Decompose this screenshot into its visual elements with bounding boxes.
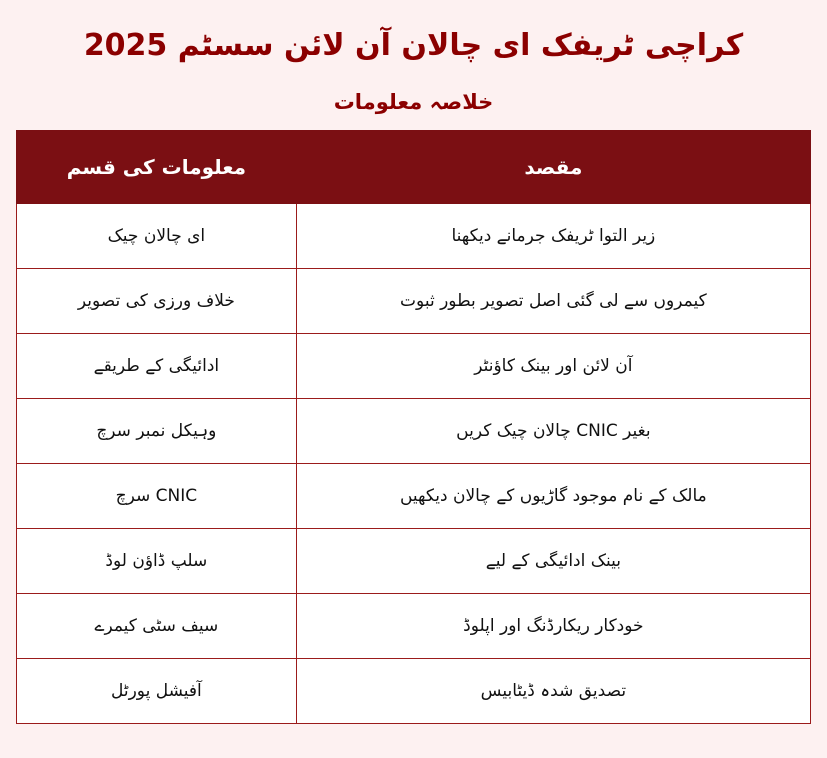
cell-purpose: خودکار ریکارڈنگ اور اپلوڈ <box>296 593 810 658</box>
column-header-purpose: مقصد <box>296 130 810 203</box>
cell-type: ادائیگی کے طریقے <box>17 333 297 398</box>
cell-type: سلپ ڈاؤن لوڈ <box>17 528 297 593</box>
table-row <box>17 333 811 398</box>
cell-purpose: آن لائن اور بینک کاؤنٹر <box>296 333 810 398</box>
table-row <box>17 398 811 463</box>
table-row <box>17 658 811 723</box>
cell-type: خلاف ورزی کی تصویر <box>17 268 297 333</box>
table-body <box>17 203 811 723</box>
cell-type: آفیشل پورٹل <box>17 658 297 723</box>
table-header <box>17 130 811 203</box>
cell-purpose: تصدیق شدہ ڈیٹابیس <box>296 658 810 723</box>
cell-type: سیف سٹی کیمرے <box>17 593 297 658</box>
cell-type: CNIC سرچ <box>17 463 297 528</box>
cell-type: ای چالان چیک <box>17 203 297 268</box>
cell-purpose: مالک کے نام موجود گاڑیوں کے چالان دیکھیں <box>296 463 810 528</box>
cell-purpose: زیر التوا ٹریفک جرمانے دیکھنا <box>296 203 810 268</box>
table-row <box>17 593 811 658</box>
table-row <box>17 268 811 333</box>
table-row <box>17 463 811 528</box>
cell-purpose: کیمروں سے لی گئی اصل تصویر بطور ثبوت <box>296 268 810 333</box>
column-header-type: معلومات کی قسم <box>17 130 297 203</box>
table-header-row <box>17 130 811 203</box>
summary-table <box>16 130 811 724</box>
cell-purpose: بینک ادائیگی کے لیے <box>296 528 810 593</box>
table-row <box>17 203 811 268</box>
section-subtitle: خلاصہ معلومات <box>333 89 494 114</box>
page-title: کراچی ٹریفک ای چالان آن لائن سسٹم 2025 <box>83 28 744 63</box>
cell-purpose: بغیر CNIC چالان چیک کریں <box>296 398 810 463</box>
cell-type: وہیکل نمبر سرچ <box>17 398 297 463</box>
table-row <box>17 528 811 593</box>
